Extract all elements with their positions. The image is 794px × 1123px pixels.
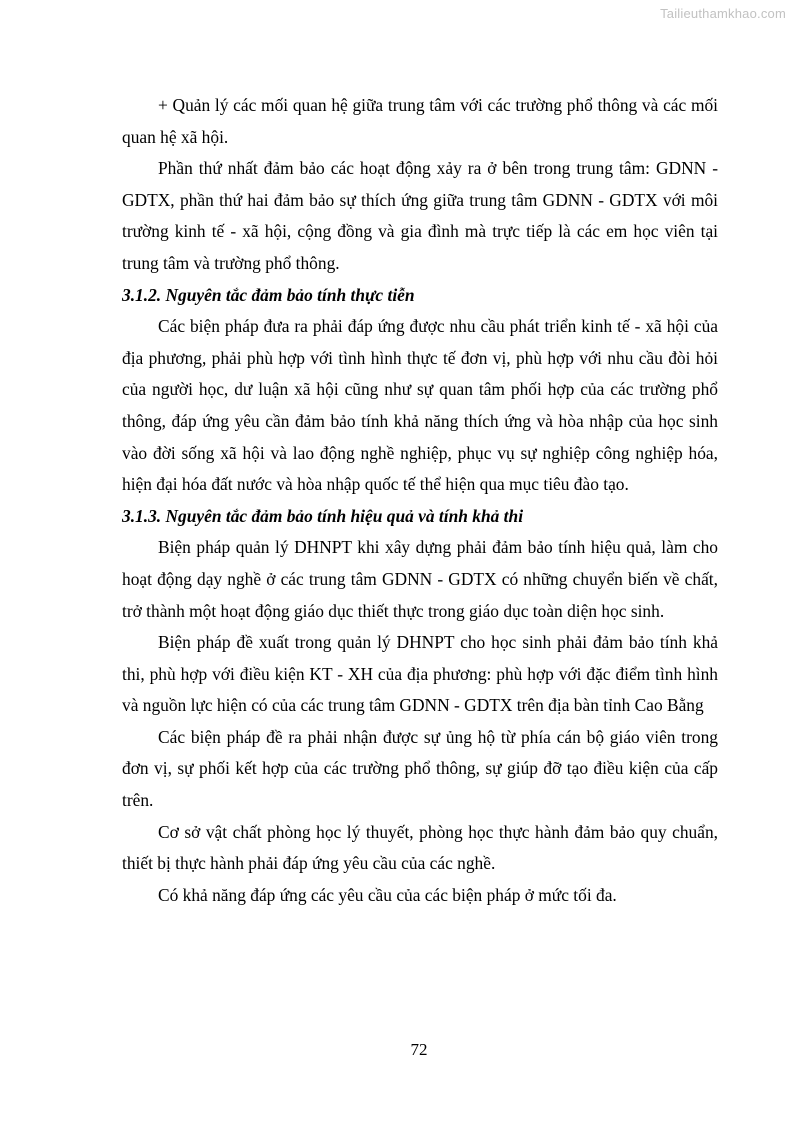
paragraph: Cơ sở vật chất phòng học lý thuyết, phòng học thực hành đảm bảo quy chuẩn, thiết bị thực hành phải đáp ứng yêu cầu của các nghề. [122, 821, 718, 874]
document-body [122, 90, 718, 911]
page-number: 72 [410, 1040, 428, 1059]
watermark-text: Tailieuthamkhao.com [660, 6, 786, 21]
section-heading-3-1-3: 3.1.3. Nguyên tắc đảm bảo tính hiệu quả và tính khả thi [122, 505, 524, 526]
paragraph: Biện pháp quản lý DHNPT khi xây dựng phải đảm bảo tính hiệu quả, làm cho hoạt động dạy nghề ở các trung tâm GDNN - GDTX có những chuyển biến về chất, trở thành một hoạt động giáo dục thiết thực trong giáo dục toàn diện học sinh. [122, 537, 718, 621]
paragraph: Các biện pháp đưa ra phải đáp ứng được nhu cầu phát triển kinh tế - xã hội của địa phương, phải phù hợp với tình hình thực tế đơn vị, phù hợp với nhu cầu đòi hỏi của người học, dư luận xã hội cũng như sự quan tâm phối hợp của các trường phổ thông, đáp ứng yêu cần đảm bảo tính khả năng thích ứng và hòa nhập của học sinh vào đời sống xã hội và lao động nghề nghiệp, phục vụ sự nghiệp công nghiệp hóa, hiện đại hóa đất nước và hòa nhập quốc tế thể hiện qua mục tiêu đào tạo. [122, 316, 718, 495]
paragraph: Biện pháp đề xuất trong quản lý DHNPT cho học sinh phải đảm bảo tính khả thi, phù hợp với điều kiện KT - XH của địa phương: phù hợp với đặc điểm tình hình và nguồn lực hiện có của các trung tâm GDNN - GDTX trên địa bàn tỉnh Cao Bằng [122, 632, 718, 716]
paragraph: Phần thứ nhất đảm bảo các hoạt động xảy ra ở bên trong trung tâm: GDNN - GDTX, phần thứ hai đảm bảo sự thích ứng giữa trung tâm GDNN - GDTX với môi trường kinh tế - xã hội, cộng đồng và gia đình mà trực tiếp là các em học viên tại trung tâm và trường phổ thông. [122, 158, 718, 273]
paragraph: Có khả năng đáp ứng các yêu cầu của các biện pháp ở mức tối đa. [158, 884, 617, 905]
paragraph: Các biện pháp đề ra phải nhận được sự ủng hộ từ phía cán bộ giáo viên trong đơn vị, sự phối kết hợp của các trường phổ thông, sự giúp đỡ tạo điều kiện của cấp trên. [122, 726, 718, 811]
section-heading-3-1-2: 3.1.2. Nguyên tắc đảm bảo tính thực tiễn [122, 284, 415, 305]
paragraph: + Quản lý các mối quan hệ giữa trung tâm với các trường phổ thông và các mối quan hệ xã hội. [122, 95, 718, 147]
